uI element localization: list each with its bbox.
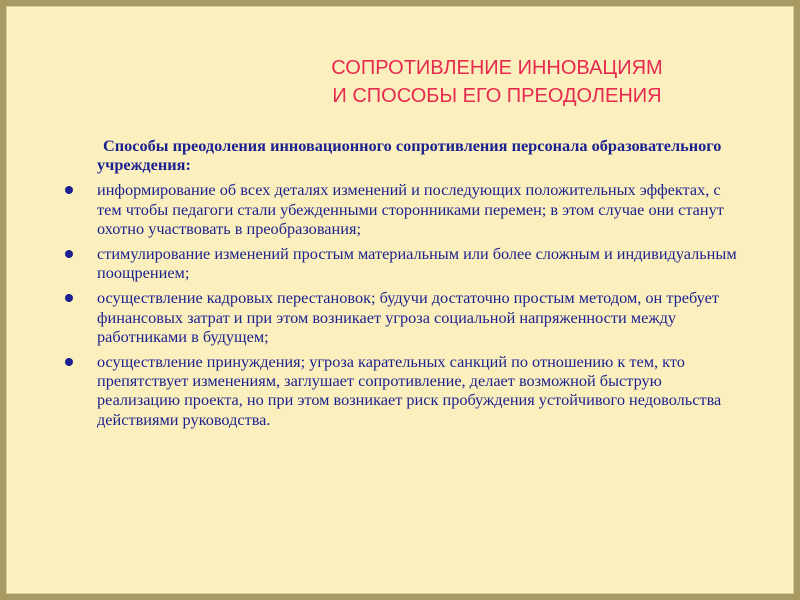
bullet-text: осуществление кадровых перестановок; будучи достаточно простым методом, он требует финансовых затрат и при этом возникает угроза социальной напряженности между работниками в будущем; xyxy=(97,288,719,346)
slide xyxy=(6,6,794,594)
bullet-dot-icon xyxy=(65,250,73,258)
title-line-2: И СПОСОБЫ ЕГО ПРЕОДОЛЕНИЯ xyxy=(332,85,662,107)
bullet-item xyxy=(57,352,747,429)
bullet-item xyxy=(57,180,747,238)
bullet-dot-icon xyxy=(65,294,73,302)
bullet-list xyxy=(57,180,747,428)
bullet-text: осуществление принуждения; угроза карательных санкций по отношению к тем, кто препятствует изменениям, заглушает сопротивление, делает возможной быструю реализацию проекта, но при этом возникает риск пробуждения устойчивого недовольства действиями руководства. xyxy=(97,352,722,429)
bullet-item xyxy=(57,288,747,346)
title-line-1: СОПРОТИВЛЕНИЕ ИННОВАЦИЯМ xyxy=(331,57,663,79)
bullet-dot-icon xyxy=(65,358,73,366)
slide-title xyxy=(227,54,767,110)
bullet-item xyxy=(57,244,747,282)
slide-content xyxy=(57,136,747,435)
bullet-dot-icon xyxy=(65,186,73,194)
bullet-text: информирование об всех деталях изменений и последующих положительных эффектах, с тем чтобы педагоги стали убежденными сторонниками перемен; в этом случае они станут охотно участвовать в преобразования; xyxy=(97,180,724,238)
intro-text: Способы преодоления инновационного сопротивления персонала образовательного учреждения: xyxy=(97,136,722,175)
bullet-text: стимулирование изменений простым материальным или более сложным и индивидуальным поощрением; xyxy=(97,244,737,283)
